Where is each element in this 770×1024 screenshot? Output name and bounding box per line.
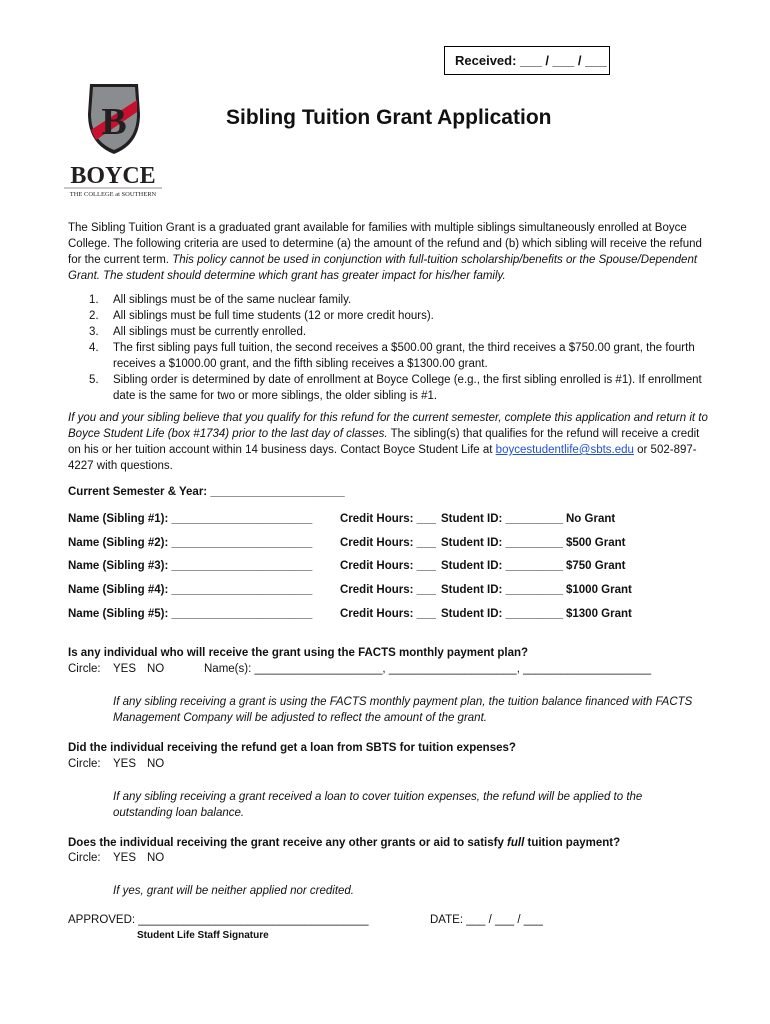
student-id-field[interactable]: Student ID: _________ <box>441 560 564 572</box>
note-other-aid: If yes, grant will be neither applied nor credited. <box>113 885 354 897</box>
sibling-row-5 <box>68 608 708 624</box>
emphasis-full: full <box>507 837 525 849</box>
criteria-list <box>68 292 708 404</box>
circle-label: Circle: <box>68 758 101 770</box>
approved-signature-field[interactable]: APPROVED: ____________________________________ <box>68 914 369 926</box>
circle-label: Circle: <box>68 663 101 675</box>
grant-amount: $1000 Grant <box>566 584 632 596</box>
circle-label: Circle: <box>68 852 101 864</box>
grant-amount: No Grant <box>566 513 616 525</box>
sibling-row-3 <box>68 560 708 576</box>
sibling-name-field[interactable]: Name (Sibling #3): ______________________ <box>68 560 313 572</box>
note-sbts-loan: If any sibling receiving a grant received a loan to cover tuition expenses, the refund will be applied to the outstanding loan balance. <box>113 791 643 819</box>
grant-amount: $750 Grant <box>566 560 626 572</box>
received-stamp-box: Received: ___ / ___ / ___ <box>444 46 610 75</box>
signature-caption: Student Life Staff Signature <box>137 930 269 941</box>
criteria-item: 2. All siblings must be full time students (12 or more credit hours). <box>89 310 434 322</box>
credit-hours-field[interactable]: Credit Hours: ___ <box>340 608 436 620</box>
no-option[interactable]: NO <box>147 663 165 675</box>
criteria-item: 1. All siblings must be of the same nuclear family. <box>89 294 352 306</box>
yes-option[interactable]: YES <box>113 852 137 864</box>
student-id-field[interactable]: Student ID: _________ <box>441 537 564 549</box>
credit-hours-field[interactable]: Credit Hours: ___ <box>340 537 436 549</box>
note-facts-plan: If any sibling receiving a grant is using the FACTS monthly payment plan, the tuition balance financed with FACTS Management Company will be adjusted to reflect the amount of the grant. <box>113 696 693 724</box>
no-option[interactable]: NO <box>147 852 165 864</box>
approval-date-field[interactable]: DATE: ___ / ___ / ___ <box>430 914 543 926</box>
student-id-field[interactable]: Student ID: _________ <box>441 584 564 596</box>
sibling-name-field[interactable]: Name (Sibling #1): ______________________ <box>68 513 313 525</box>
instructions-text: The sibling(s) that qualifies for the refund will receive a credit on his or her tuition account within 14 business days. Contact Boyce Student Life at <box>68 428 700 456</box>
names-field[interactable]: Name(s): ____________________, ____________________, ____________________ <box>204 663 652 675</box>
semester-year-field[interactable]: Current Semester & Year: _____________________ <box>68 486 345 498</box>
grant-amount: $1300 Grant <box>566 608 632 620</box>
intro-policy-note: This policy cannot be used in conjunction with full-tuition scholarship/benefits or the Spouse/Dependent Grant. The student should determine which grant has greater impact for his/her family. <box>68 254 698 282</box>
logo-subtitle: THE COLLEGE at SOUTHERN <box>69 191 157 198</box>
logo-wordmark: BOYCE <box>70 163 156 189</box>
sibling-name-field[interactable]: Name (Sibling #2): ______________________ <box>68 537 313 549</box>
yes-option[interactable]: YES <box>113 663 137 675</box>
sibling-name-field[interactable]: Name (Sibling #5): ______________________ <box>68 608 313 620</box>
yes-option[interactable]: YES <box>113 758 137 770</box>
sibling-row-4 <box>68 584 708 600</box>
student-life-email-link[interactable]: boycestudentlife@sbts.edu <box>495 444 634 456</box>
sibling-row-2 <box>68 537 708 553</box>
boyce-shield-icon <box>62 82 164 198</box>
no-option[interactable]: NO <box>147 758 165 770</box>
credit-hours-field[interactable]: Credit Hours: ___ <box>340 513 436 525</box>
question-other-aid: Does the individual receiving the grant receive any other grants or aid to satisfy full tuition payment? <box>68 837 621 849</box>
instructions-contact: or 502-897-4227 with questions. <box>68 444 697 472</box>
svg-text:B: B <box>101 101 127 143</box>
credit-hours-field[interactable]: Credit Hours: ___ <box>340 584 436 596</box>
sibling-name-field[interactable]: Name (Sibling #4): ______________________ <box>68 584 313 596</box>
instructions-italic: If you and your sibling believe that you qualify for this refund for the current semester, complete this application and return it to Boyce Student Life (box #1734) prior to the last day of classes. <box>68 412 708 440</box>
criteria-item: 3. All siblings must be currently enrolled. <box>89 326 307 338</box>
grant-amount: $500 Grant <box>566 537 626 549</box>
intro-text: The Sibling Tuition Grant is a graduated grant available for families with multiple siblings simultaneously enrolled at Boyce College. The following criteria are used to determine (a) the amount of the refund and (b) which sibling will receive the refund for the current term. <box>68 222 702 266</box>
student-id-field[interactable]: Student ID: _________ <box>441 513 564 525</box>
page-title: Sibling Tuition Grant Application <box>226 106 552 129</box>
criteria-item: 4. The first sibling pays full tuition, the second receives a $500.00 grant, the third receives a $750.00 grant, the fourth receives a $1000.00 grant, and the fifth sibling receives a $1300.00 grant. <box>89 342 695 370</box>
intro-paragraph <box>68 220 708 284</box>
credit-hours-field[interactable]: Credit Hours: ___ <box>340 560 436 572</box>
sibling-row-1 <box>68 513 708 529</box>
boyce-logo <box>62 82 164 198</box>
student-id-field[interactable]: Student ID: _________ <box>441 608 564 620</box>
instructions-paragraph <box>68 410 708 474</box>
question-facts-plan: Is any individual who will receive the grant using the FACTS monthly payment plan? <box>68 647 529 659</box>
criteria-item: 5. Sibling order is determined by date of enrollment at Boyce College (e.g., the first sibling enrolled is #1). If enrollment date is the same for two or more siblings, the older sibling is #1. <box>89 374 702 402</box>
question-sbts-loan: Did the individual receiving the refund get a loan from SBTS for tuition expenses? <box>68 742 516 754</box>
